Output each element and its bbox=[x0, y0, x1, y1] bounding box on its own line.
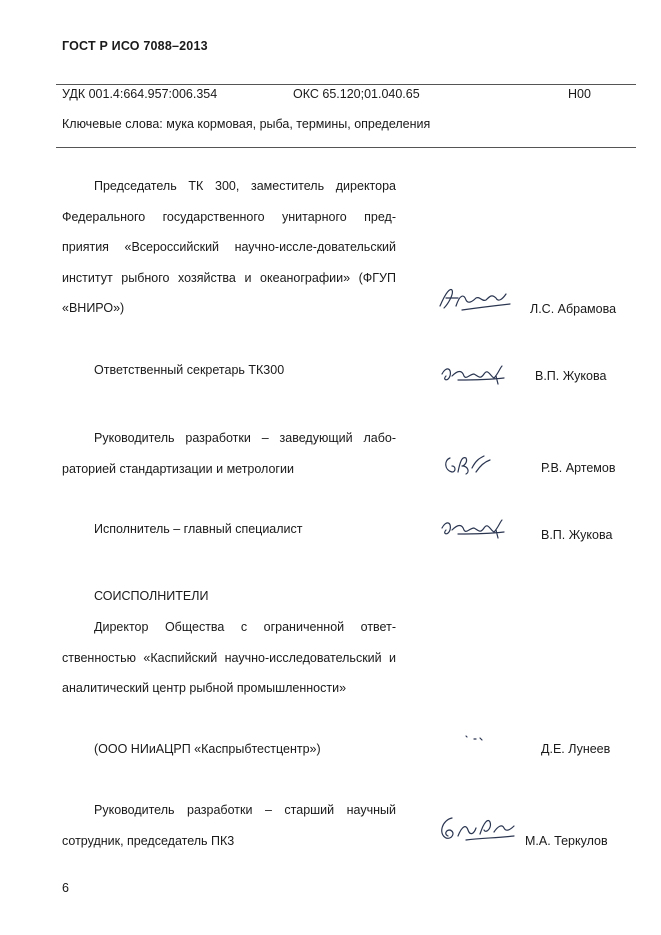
signature-zhukova-2 bbox=[438, 514, 510, 542]
signatory-name-abramova: Л.С. Абрамова bbox=[530, 302, 617, 316]
coexecutor-role-director: Директор Общества с ограниченной ответ-ственностью «Каспийский научно-исследовательский и аналитический центр рыбной промышленности» bbox=[62, 620, 396, 695]
coexecutor-org-abbrev: (ООО НИиАЦРП «Каспрыбтестцентр») bbox=[94, 742, 321, 756]
keywords-line: Ключевые слова: мука кормовая, рыба, термины, определения bbox=[62, 117, 431, 131]
signature-terkulov bbox=[436, 812, 518, 846]
signature-artemov bbox=[440, 450, 500, 478]
coexecutor-name-terkulov: М.А. Теркулов bbox=[525, 834, 608, 848]
coexecutors-heading: СОИСПОЛНИТЕЛИ bbox=[94, 589, 209, 603]
signature-zhukova-1 bbox=[438, 360, 510, 388]
oks-code: ОКС 65.120;01.040.65 bbox=[293, 87, 420, 101]
signature-luneev bbox=[460, 730, 490, 746]
coexecutor-role-research-lead: Руководитель разработки – старший научный сотрудник, председатель ПК3 bbox=[62, 803, 396, 848]
coexecutor-name-luneev: Д.Е. Лунеев bbox=[541, 742, 611, 756]
classification-code: Н00 bbox=[568, 87, 591, 101]
signatory-role-chairman: Председатель ТК 300, заместитель директора Федерального государственного унитарного пред-приятия «Всероссийский научно-иссле-довательский институт рыбного хозяйства и океанографии» (ФГУП «ВНИРО») bbox=[62, 179, 396, 315]
signatory-role-executor: Исполнитель – главный специалист bbox=[94, 522, 303, 536]
signatory-name-zhukova-2: В.П. Жукова bbox=[541, 528, 613, 542]
document-header-title: ГОСТ Р ИСО 7088–2013 bbox=[62, 39, 208, 53]
bottom-divider bbox=[56, 147, 636, 148]
signatory-name-artemov: Р.В. Артемов bbox=[541, 461, 616, 475]
signatory-name-zhukova-1: В.П. Жукова bbox=[535, 369, 607, 383]
udk-code: УДК 001.4:664.957:006.354 bbox=[62, 87, 218, 101]
signature-abramova bbox=[436, 284, 516, 314]
page-number: 6 bbox=[62, 881, 69, 895]
signatory-role-lab-head: Руководитель разработки – заведующий лабо-раторией стандартизации и метрологии bbox=[62, 431, 396, 476]
signatory-role-secretary: Ответственный секретарь ТК300 bbox=[94, 363, 285, 377]
top-divider bbox=[56, 84, 636, 85]
